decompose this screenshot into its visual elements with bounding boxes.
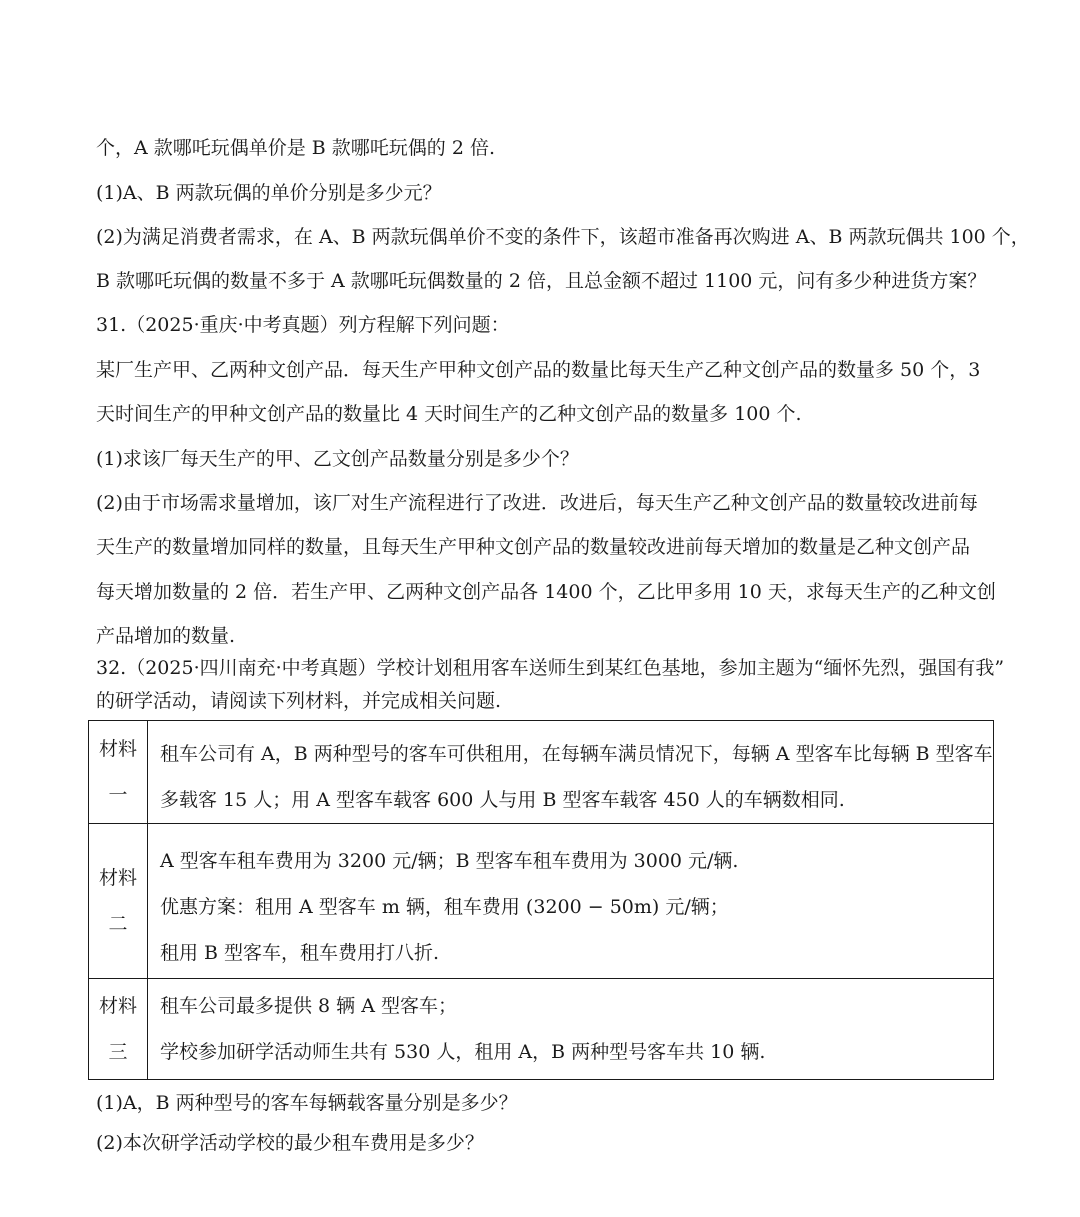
row-label: [89, 979, 148, 1079]
text-line: 天时间生产的甲种文创产品的数量比 4 天时间生产的乙种文创产品的数量多 100 个.: [96, 403, 802, 425]
cell-line: 租用 B 型客车，租车费用打八折.: [160, 942, 440, 964]
question-heading: 32.（2025·四川南充·中考真题）学校计划租用客车送师生到某红色基地，参加主题为“缅怀先烈，强国有我”: [96, 657, 1005, 679]
cell-line: 租车公司最多提供 8 辆 A 型客车；: [160, 995, 457, 1017]
text-line: 每天增加数量的 2 倍．若生产甲、乙两种文创产品各 1400 个，乙比甲多用 10 天，求每天生产的乙种文创: [96, 581, 996, 603]
question-heading: 31.（2025·重庆·中考真题）列方程解下列问题：: [96, 314, 510, 336]
text-line: (1)A、B 两款玩偶的单价分别是多少元？: [96, 182, 442, 204]
row-label-text: 材料: [98, 995, 137, 1017]
row-label-text: 一: [108, 784, 128, 806]
row-label-text: 三: [108, 1041, 128, 1063]
row-label: [89, 824, 148, 978]
text-line: B 款哪吒玩偶的数量不多于 A 款哪吒玩偶数量的 2 倍，且总金额不超过 1100 元，问有多少种进货方案？: [96, 270, 987, 292]
row-content: [148, 979, 993, 1079]
text-line: (1)求该厂每天生产的甲、乙文创产品数量分别是多少个？: [96, 448, 579, 470]
row-content: [148, 721, 993, 823]
table-row: [89, 824, 993, 979]
row-label-text: 材料: [98, 738, 137, 760]
cell-line: 租车公司有 A，B 两种型号的客车可供租用，在每辆车满员情况下，每辆 A 型客车比每辆 B 型客车: [160, 743, 993, 765]
row-label: [89, 721, 148, 823]
cell-line: 优惠方案：租用 A 型客车 m 辆，租车费用 (3200 − 50m) 元/辆；: [160, 896, 729, 918]
text-line: (2)为满足消费者需求，在 A、B 两款玩偶单价不变的条件下，该超市准备再次购进 A、B 两款玩偶共 100 个，: [96, 226, 1030, 248]
cell-line: 学校参加研学活动师生共有 530 人，租用 A，B 两种型号客车共 10 辆.: [160, 1041, 766, 1063]
row-content: [148, 824, 993, 978]
materials-table: [88, 720, 994, 1080]
cell-line: A 型客车租车费用为 3200 元/辆；B 型客车租车费用为 3000 元/辆.: [160, 850, 739, 872]
text-line: 某厂生产甲、乙两种文创产品．每天生产甲种文创产品的数量比每天生产乙种文创产品的数量多 50 个，3: [96, 359, 981, 381]
text-line: (2)本次研学活动学校的最少租车费用是多少？: [96, 1132, 484, 1154]
row-label-text: 二: [108, 913, 128, 935]
table-row: [89, 721, 993, 824]
table-row: [89, 979, 993, 1079]
text-line: 个，A 款哪吒玩偶单价是 B 款哪吒玩偶的 2 倍.: [96, 137, 496, 159]
cell-line: 多载客 15 人；用 A 型客车载客 600 人与用 B 型客车载客 450 人的车辆数相同.: [160, 789, 845, 811]
text-line: 天生产的数量增加同样的数量，且每天生产甲种文创产品的数量较改进前每天增加的数量是乙种文创产品: [96, 536, 971, 558]
text-line: (1)A，B 两种型号的客车每辆载客量分别是多少？: [96, 1092, 518, 1114]
text-line: 产品增加的数量.: [96, 625, 236, 647]
text-line: (2)由于市场需求量增加，该厂对生产流程进行了改进．改进后，每天生产乙种文创产品的数量较改进前每: [96, 492, 978, 514]
text-line: 的研学活动，请阅读下列材料，并完成相关问题.: [96, 690, 502, 712]
row-label-text: 材料: [98, 867, 137, 889]
